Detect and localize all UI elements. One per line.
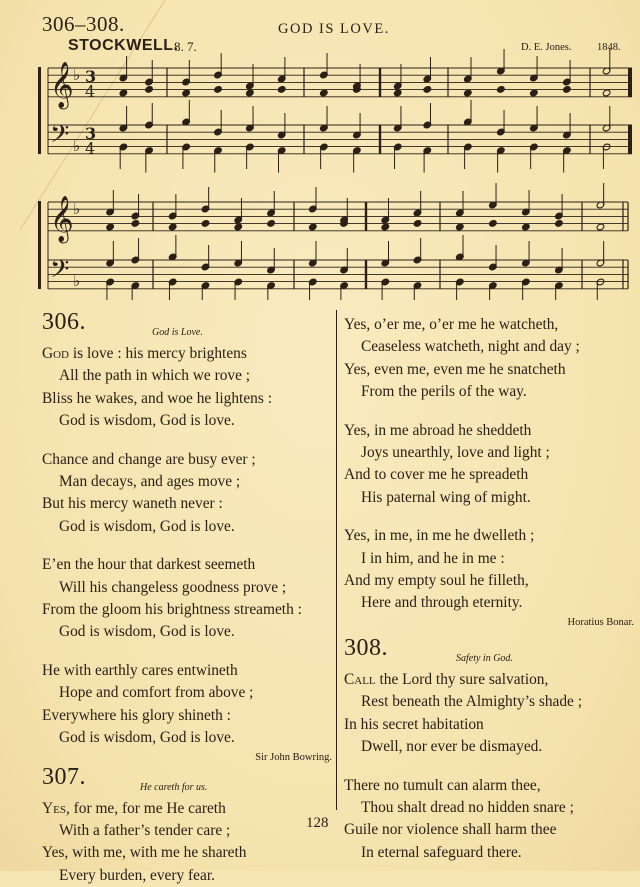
- stanza: [344, 420, 634, 510]
- hymn-306: [42, 313, 332, 766]
- composition-year: 1848.: [597, 42, 621, 53]
- verse-line: Thou shalt dread no hidden snare ;: [344, 797, 634, 819]
- verse-line: God is wisdom, God is love.: [42, 410, 332, 432]
- svg-text:♭: ♭: [73, 200, 80, 218]
- page-title: GOD IS LOVE.: [278, 21, 390, 38]
- first-word: Call: [344, 671, 376, 688]
- verse-line: E’en the hour that darkest seemeth: [42, 554, 332, 576]
- verse-line: Hope and comfort from above ;: [42, 682, 332, 704]
- hymn-number: 306.: [42, 311, 86, 333]
- stanza: [42, 554, 332, 644]
- verse-line: Chance and change are busy ever ;: [42, 449, 332, 471]
- svg-text:𝄢: 𝄢: [50, 255, 69, 290]
- meter: 8. 7.: [174, 39, 197, 55]
- verse-line: Ceaseless watcheth, night and day ;: [344, 336, 634, 358]
- stanza: [42, 449, 332, 539]
- page-number: 128: [306, 815, 329, 832]
- svg-text:♭: ♭: [73, 272, 80, 290]
- hymn-author: Horatius Bonar.: [344, 615, 634, 631]
- verse-line: Every burden, every fear.: [42, 865, 332, 887]
- verse-line: With a father’s tender care ;: [42, 820, 332, 842]
- verse-line: Yes, o’er me, o’er me he watcheth,: [344, 314, 634, 336]
- verse-line: In his secret habitation: [344, 714, 634, 736]
- verse-line: Yes, with me, with me he shareth: [42, 842, 332, 864]
- hymn-subtitle: Safety in God.: [456, 648, 513, 670]
- svg-text:3: 3: [85, 67, 96, 86]
- verse-line: Yes, even me, even me he snatcheth: [344, 359, 634, 381]
- verse-line: Rest beneath the Almighty’s shade ;: [344, 691, 634, 713]
- right-column: [344, 314, 634, 864]
- hymn-author: Sir John Bowring.: [42, 750, 332, 766]
- stanza: [344, 669, 634, 759]
- verse-line: Man decays, and ages move ;: [42, 471, 332, 493]
- first-word: Yes: [42, 800, 66, 817]
- verse-line: Yes, in me, in me he dwelleth ;: [344, 525, 634, 547]
- verse-line: God is love : his mercy brightens: [42, 343, 332, 365]
- composer: D. E. Jones.: [521, 42, 571, 53]
- column-divider: [336, 310, 337, 810]
- svg-text:♭: ♭: [73, 137, 80, 155]
- verse-line: There no tumult can alarm thee,: [344, 775, 634, 797]
- hymn-308: [344, 639, 634, 864]
- left-column: [42, 313, 332, 887]
- verse-line: All the path in which we rove ;: [42, 365, 332, 387]
- stanza: [42, 798, 332, 887]
- first-word: God: [42, 345, 69, 362]
- svg-text:4: 4: [85, 82, 95, 101]
- verse-line: In eternal safeguard there.: [344, 842, 634, 864]
- verse-line: Bliss he wakes, and woe he lightens :: [42, 388, 332, 410]
- svg-text:3: 3: [85, 124, 96, 143]
- verse-line: And to cover me he spreadeth: [344, 464, 634, 486]
- hymn-number: 307.: [42, 766, 86, 788]
- verse-line: From the gloom his brightness streameth :: [42, 599, 332, 621]
- hymn-307: [42, 768, 332, 887]
- music-score: [0, 0, 640, 300]
- svg-text:𝄞: 𝄞: [50, 62, 74, 110]
- stanza: [42, 343, 332, 433]
- stanza: [344, 525, 634, 615]
- stanza: [344, 314, 634, 404]
- stanza: [344, 775, 634, 865]
- verse-line: And my empty soul he filleth,: [344, 570, 634, 592]
- verse-line: God is wisdom, God is love.: [42, 621, 332, 643]
- tune-name: STOCKWELL.: [68, 37, 178, 55]
- verse-line: God is wisdom, God is love.: [42, 516, 332, 538]
- verse-line: Will his changeless goodness prove ;: [42, 577, 332, 599]
- verse-line: But his mercy waneth never :: [42, 493, 332, 515]
- verse-line: Guile nor violence shall harm thee: [344, 819, 634, 841]
- verse-line: From the perils of the way.: [344, 381, 634, 403]
- verse-line: Dwell, nor ever be dismayed.: [344, 736, 634, 758]
- verse-line: His paternal wing of might.: [344, 487, 634, 509]
- stanza: [42, 660, 332, 750]
- verse-line: Call the Lord thy sure salvation,: [344, 669, 634, 691]
- svg-text:4: 4: [85, 139, 95, 158]
- verse-line: He with earthly cares entwineth: [42, 660, 332, 682]
- hymn-307-continued: [344, 314, 634, 631]
- hymn-number-range: 306–308.: [42, 12, 125, 37]
- verse-line: Everywhere his glory shineth :: [42, 705, 332, 727]
- svg-text:♭: ♭: [73, 66, 80, 84]
- verse-line: I in him, and he in me :: [344, 548, 634, 570]
- verse-line: Joys unearthly, love and light ;: [344, 442, 634, 464]
- verse-line: Here and through eternity.: [344, 592, 634, 614]
- svg-text:𝄞: 𝄞: [50, 196, 74, 244]
- hymn-subtitle: He careth for us.: [140, 777, 207, 799]
- hymn-number: 308.: [344, 637, 388, 659]
- verse-line: Yes, in me abroad he sheddeth: [344, 420, 634, 442]
- svg-text:𝄢: 𝄢: [50, 120, 69, 155]
- hymn-subtitle: God is Love.: [152, 322, 203, 344]
- verse-line: Yes, for me, for me He careth: [42, 798, 332, 820]
- verse-line: God is wisdom, God is love.: [42, 727, 332, 749]
